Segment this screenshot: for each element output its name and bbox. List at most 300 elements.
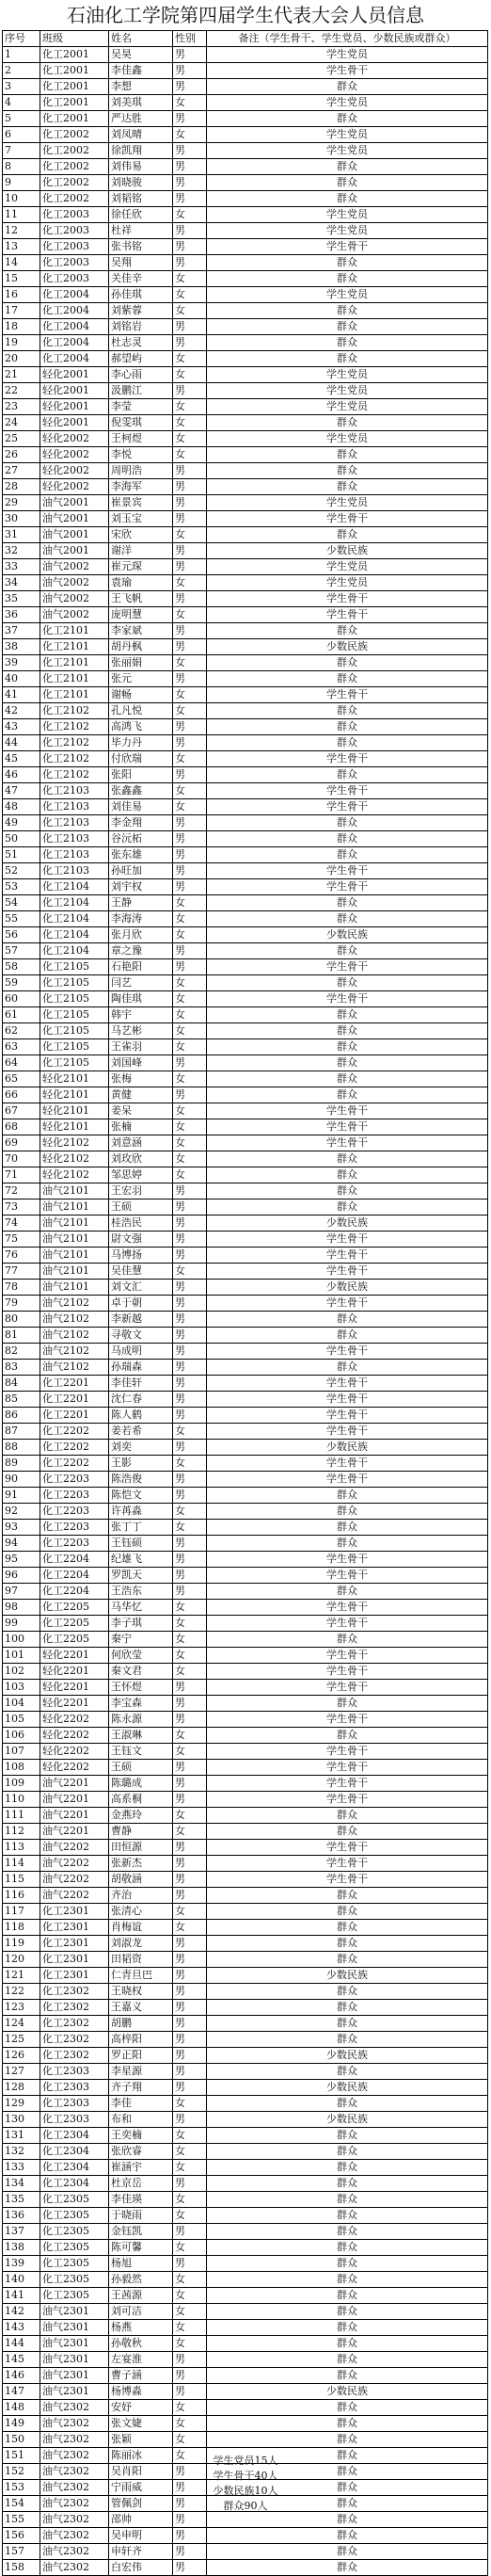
row-remark: 群众 bbox=[207, 2544, 488, 2560]
row-remark: 学生骨干 bbox=[207, 1856, 488, 1872]
row-gender: 男 bbox=[173, 1280, 207, 1296]
row-class: 轻化2001 bbox=[40, 383, 109, 399]
row-number: 38 bbox=[3, 639, 40, 655]
row-remark: 群众 bbox=[207, 2336, 488, 2352]
table-row bbox=[3, 559, 488, 575]
row-number: 90 bbox=[3, 1472, 40, 1488]
row-gender: 男 bbox=[173, 1968, 207, 1984]
row-name: 陈丽冰 bbox=[109, 2448, 173, 2464]
row-name: 张书铭 bbox=[109, 239, 173, 255]
row-remark: 学生党员 bbox=[207, 495, 488, 511]
row-class: 油气2001 bbox=[40, 511, 109, 527]
row-gender: 女 bbox=[173, 799, 207, 815]
row-class: 化工2001 bbox=[40, 111, 109, 127]
row-class: 化工2004 bbox=[40, 351, 109, 367]
row-gender: 男 bbox=[173, 1408, 207, 1424]
row-number: 39 bbox=[3, 655, 40, 671]
row-class: 化工2102 bbox=[40, 735, 109, 751]
row-class: 化工2104 bbox=[40, 911, 109, 927]
row-remark: 学生骨干 bbox=[207, 591, 488, 607]
row-number: 153 bbox=[3, 2480, 40, 2496]
row-number: 11 bbox=[3, 207, 40, 223]
row-number: 137 bbox=[3, 2224, 40, 2240]
row-gender: 男 bbox=[173, 1536, 207, 1552]
row-number: 144 bbox=[3, 2336, 40, 2352]
table-row bbox=[3, 303, 488, 319]
row-remark: 学生党员 bbox=[207, 287, 488, 303]
header-remark: 备注（学生骨干、学生党员、少数民族或群众） bbox=[207, 31, 488, 47]
table-row bbox=[3, 815, 488, 831]
row-name: 刘玉宝 bbox=[109, 511, 173, 527]
row-remark: 群众 bbox=[207, 191, 488, 207]
table-row bbox=[3, 1696, 488, 1712]
row-name: 张楠 bbox=[109, 1119, 173, 1135]
row-number: 10 bbox=[3, 191, 40, 207]
row-remark: 群众 bbox=[207, 2496, 488, 2512]
row-remark: 群众 bbox=[207, 1167, 488, 1183]
table-row bbox=[3, 1296, 488, 1312]
table-row bbox=[3, 2224, 488, 2240]
row-name: 王奕楠 bbox=[109, 2128, 173, 2144]
row-name: 李悦 bbox=[109, 447, 173, 463]
row-number: 12 bbox=[3, 223, 40, 239]
row-number: 151 bbox=[3, 2448, 40, 2464]
row-gender: 男 bbox=[173, 2256, 207, 2272]
row-gender: 女 bbox=[173, 303, 207, 319]
row-remark: 学生骨干 bbox=[207, 1135, 488, 1151]
table-row bbox=[3, 399, 488, 415]
row-class: 轻化2101 bbox=[40, 1119, 109, 1135]
table-row bbox=[3, 2336, 488, 2352]
row-number: 111 bbox=[3, 1808, 40, 1824]
row-class: 轻化2202 bbox=[40, 1760, 109, 1776]
row-number: 101 bbox=[3, 1648, 40, 1664]
row-name: 崔元琛 bbox=[109, 559, 173, 575]
row-number: 36 bbox=[3, 607, 40, 623]
row-gender: 女 bbox=[173, 2160, 207, 2176]
row-class: 油气2102 bbox=[40, 1296, 109, 1312]
row-name: 李家斌 bbox=[109, 623, 173, 639]
row-number: 60 bbox=[3, 991, 40, 1007]
table-row bbox=[3, 2032, 488, 2048]
row-class: 化工2103 bbox=[40, 799, 109, 815]
row-number: 93 bbox=[3, 1520, 40, 1536]
table-row bbox=[3, 751, 488, 767]
table-row bbox=[3, 495, 488, 511]
row-class: 化工2001 bbox=[40, 63, 109, 79]
row-gender: 男 bbox=[173, 735, 207, 751]
header-name: 姓名 bbox=[109, 31, 173, 47]
row-gender: 男 bbox=[173, 319, 207, 335]
row-number: 2 bbox=[3, 63, 40, 79]
table-row bbox=[3, 479, 488, 495]
row-number: 114 bbox=[3, 1856, 40, 1872]
row-name: 严达胜 bbox=[109, 111, 173, 127]
row-number: 56 bbox=[3, 927, 40, 943]
table-row bbox=[3, 575, 488, 591]
row-remark: 群众 bbox=[207, 911, 488, 927]
row-name: 汲鹏江 bbox=[109, 383, 173, 399]
row-name: 李海涛 bbox=[109, 911, 173, 927]
row-name: 王怀煜 bbox=[109, 1680, 173, 1696]
row-number: 40 bbox=[3, 671, 40, 687]
summary-block bbox=[0, 2454, 491, 2514]
row-gender: 男 bbox=[173, 863, 207, 879]
table-row bbox=[3, 1360, 488, 1376]
row-gender: 女 bbox=[173, 1728, 207, 1744]
row-name: 张文婕 bbox=[109, 2416, 173, 2432]
row-class: 油气2302 bbox=[40, 2464, 109, 2480]
row-remark: 群众 bbox=[207, 111, 488, 127]
row-remark: 群众 bbox=[207, 479, 488, 495]
row-number: 132 bbox=[3, 2144, 40, 2160]
row-class: 油气2202 bbox=[40, 1872, 109, 1888]
table-row bbox=[3, 287, 488, 303]
row-name: 孔凡悦 bbox=[109, 703, 173, 719]
row-gender: 男 bbox=[173, 559, 207, 575]
row-name: 张月欣 bbox=[109, 927, 173, 943]
summary-party-members: 学生党员15人 bbox=[213, 2455, 278, 2467]
row-remark: 少数民族 bbox=[207, 639, 488, 655]
row-gender: 女 bbox=[173, 2144, 207, 2160]
table-row bbox=[3, 1376, 488, 1392]
row-class: 化工2204 bbox=[40, 1568, 109, 1584]
row-number: 44 bbox=[3, 735, 40, 751]
row-number: 41 bbox=[3, 687, 40, 703]
row-gender: 男 bbox=[173, 1312, 207, 1328]
row-number: 21 bbox=[3, 367, 40, 383]
row-gender: 男 bbox=[173, 1328, 207, 1344]
row-remark: 群众 bbox=[207, 1824, 488, 1840]
row-class: 油气2001 bbox=[40, 495, 109, 511]
row-name: 张梅 bbox=[109, 1071, 173, 1087]
row-number: 62 bbox=[3, 1023, 40, 1039]
row-class: 化工2301 bbox=[40, 1936, 109, 1952]
row-remark: 学生骨干 bbox=[207, 1744, 488, 1760]
row-name: 杜京岳 bbox=[109, 2176, 173, 2192]
row-name: 刘意涵 bbox=[109, 1135, 173, 1151]
row-remark: 群众 bbox=[207, 79, 488, 95]
row-class: 化工2105 bbox=[40, 991, 109, 1007]
row-remark: 群众 bbox=[207, 1808, 488, 1824]
table-row bbox=[3, 607, 488, 623]
table-row bbox=[3, 1920, 488, 1936]
table-row bbox=[3, 319, 488, 335]
row-remark: 学生骨干 bbox=[207, 1776, 488, 1792]
row-gender: 男 bbox=[173, 223, 207, 239]
row-number: 35 bbox=[3, 591, 40, 607]
table-row bbox=[3, 863, 488, 879]
row-number: 68 bbox=[3, 1119, 40, 1135]
row-remark: 群众 bbox=[207, 1584, 488, 1600]
row-remark: 群众 bbox=[207, 415, 488, 431]
row-gender: 女 bbox=[173, 991, 207, 1007]
row-number: 16 bbox=[3, 287, 40, 303]
row-class: 油气2302 bbox=[40, 2432, 109, 2448]
row-name: 张鑫鑫 bbox=[109, 783, 173, 799]
row-name: 马成明 bbox=[109, 1344, 173, 1360]
row-remark: 群众 bbox=[207, 1087, 488, 1103]
row-remark: 少数民族 bbox=[207, 1216, 488, 1232]
row-gender: 女 bbox=[173, 1664, 207, 1680]
row-gender: 男 bbox=[173, 671, 207, 687]
row-class: 油气2102 bbox=[40, 1328, 109, 1344]
row-remark: 群众 bbox=[207, 895, 488, 911]
row-gender: 男 bbox=[173, 2064, 207, 2080]
table-row bbox=[3, 1344, 488, 1360]
row-remark: 群众 bbox=[207, 1984, 488, 2000]
row-gender: 女 bbox=[173, 2272, 207, 2288]
row-name: 邹思婷 bbox=[109, 1167, 173, 1183]
row-class: 化工2103 bbox=[40, 783, 109, 799]
row-name: 王嘉义 bbox=[109, 2000, 173, 2016]
row-number: 32 bbox=[3, 543, 40, 559]
row-class: 化工2004 bbox=[40, 319, 109, 335]
row-remark: 学生骨干 bbox=[207, 239, 488, 255]
table-row bbox=[3, 2400, 488, 2416]
row-number: 133 bbox=[3, 2160, 40, 2176]
row-number: 119 bbox=[3, 1936, 40, 1952]
row-number: 109 bbox=[3, 1776, 40, 1792]
table-row bbox=[3, 1440, 488, 1456]
row-class: 轻化2102 bbox=[40, 1167, 109, 1183]
table-row bbox=[3, 2352, 488, 2368]
row-remark: 学生骨干 bbox=[207, 751, 488, 767]
row-class: 化工2203 bbox=[40, 1472, 109, 1488]
row-number: 33 bbox=[3, 559, 40, 575]
row-name: 马华忆 bbox=[109, 1600, 173, 1616]
row-remark: 群众 bbox=[207, 735, 488, 751]
row-class: 化工2202 bbox=[40, 1440, 109, 1456]
row-gender: 男 bbox=[173, 1216, 207, 1232]
row-name: 刘可洁 bbox=[109, 2304, 173, 2320]
row-name: 左宴淮 bbox=[109, 2352, 173, 2368]
table-row bbox=[3, 1520, 488, 1536]
row-gender: 男 bbox=[173, 1055, 207, 1071]
row-remark: 群众 bbox=[207, 1936, 488, 1952]
row-number: 42 bbox=[3, 703, 40, 719]
row-number: 82 bbox=[3, 1344, 40, 1360]
row-gender: 女 bbox=[173, 1808, 207, 1824]
row-remark: 群众 bbox=[207, 1312, 488, 1328]
table-row bbox=[3, 527, 488, 543]
row-number: 149 bbox=[3, 2416, 40, 2432]
row-class: 油气2301 bbox=[40, 2304, 109, 2320]
row-class: 轻化2102 bbox=[40, 1151, 109, 1167]
row-remark: 群众 bbox=[207, 2192, 488, 2208]
row-remark: 群众 bbox=[207, 2480, 488, 2496]
row-name: 何欣莹 bbox=[109, 1648, 173, 1664]
row-class: 油气2102 bbox=[40, 1312, 109, 1328]
row-name: 姜呆 bbox=[109, 1103, 173, 1119]
row-number: 95 bbox=[3, 1552, 40, 1568]
row-class: 化工2102 bbox=[40, 751, 109, 767]
row-gender: 女 bbox=[173, 1616, 207, 1632]
row-gender: 男 bbox=[173, 159, 207, 175]
row-number: 54 bbox=[3, 895, 40, 911]
row-gender: 女 bbox=[173, 431, 207, 447]
row-class: 轻化2102 bbox=[40, 1135, 109, 1151]
row-class: 轻化2001 bbox=[40, 367, 109, 383]
row-class: 油气2302 bbox=[40, 2448, 109, 2464]
row-class: 化工2205 bbox=[40, 1616, 109, 1632]
table-row bbox=[3, 719, 488, 735]
row-name: 张颖 bbox=[109, 2432, 173, 2448]
row-remark: 群众 bbox=[207, 1488, 488, 1504]
row-remark: 学生骨干 bbox=[207, 607, 488, 623]
row-name: 崔景宾 bbox=[109, 495, 173, 511]
row-class: 油气2302 bbox=[40, 2544, 109, 2560]
row-gender: 女 bbox=[173, 1135, 207, 1151]
row-remark: 学生骨干 bbox=[207, 1600, 488, 1616]
row-name: 申轩齐 bbox=[109, 2544, 173, 2560]
row-gender: 女 bbox=[173, 687, 207, 703]
row-number: 141 bbox=[3, 2288, 40, 2304]
row-remark: 群众 bbox=[207, 975, 488, 991]
row-class: 化工2303 bbox=[40, 2064, 109, 2080]
row-class: 化工2305 bbox=[40, 2272, 109, 2288]
row-gender: 女 bbox=[173, 575, 207, 591]
row-name: 王宏羽 bbox=[109, 1183, 173, 1199]
table-row bbox=[3, 1712, 488, 1728]
table-row bbox=[3, 511, 488, 527]
row-name: 罗正阳 bbox=[109, 2048, 173, 2064]
row-name: 张阳 bbox=[109, 767, 173, 783]
row-class: 油气2101 bbox=[40, 1216, 109, 1232]
row-name: 李想 bbox=[109, 79, 173, 95]
row-gender: 女 bbox=[173, 415, 207, 431]
row-name: 卓于朝 bbox=[109, 1296, 173, 1312]
row-number: 147 bbox=[3, 2384, 40, 2400]
row-number: 28 bbox=[3, 479, 40, 495]
row-class: 化工2202 bbox=[40, 1424, 109, 1440]
row-gender: 男 bbox=[173, 1872, 207, 1888]
row-class: 油气2201 bbox=[40, 1808, 109, 1824]
row-class: 化工2301 bbox=[40, 1904, 109, 1920]
row-gender: 女 bbox=[173, 2192, 207, 2208]
row-remark: 学生骨干 bbox=[207, 1392, 488, 1408]
row-remark: 群众 bbox=[207, 2288, 488, 2304]
table-row bbox=[3, 831, 488, 847]
row-gender: 女 bbox=[173, 367, 207, 383]
row-class: 油气2302 bbox=[40, 2480, 109, 2496]
table-row bbox=[3, 447, 488, 463]
row-name: 吴佳慧 bbox=[109, 1264, 173, 1280]
table-row bbox=[3, 223, 488, 239]
row-remark: 学生骨干 bbox=[207, 1456, 488, 1472]
row-class: 化工2301 bbox=[40, 1952, 109, 1968]
row-gender: 男 bbox=[173, 2528, 207, 2544]
row-number: 45 bbox=[3, 751, 40, 767]
row-gender: 女 bbox=[173, 2448, 207, 2464]
row-gender: 女 bbox=[173, 2096, 207, 2112]
row-name: 李佳鑫 bbox=[109, 63, 173, 79]
table-row bbox=[3, 1616, 488, 1632]
row-gender: 男 bbox=[173, 2368, 207, 2384]
table-row bbox=[3, 655, 488, 671]
row-class: 化工2302 bbox=[40, 2048, 109, 2064]
row-number: 74 bbox=[3, 1216, 40, 1232]
row-number: 113 bbox=[3, 1840, 40, 1856]
row-class: 油气2102 bbox=[40, 1344, 109, 1360]
row-class: 油气2302 bbox=[40, 2400, 109, 2416]
row-class: 油气2101 bbox=[40, 1264, 109, 1280]
row-class: 化工2203 bbox=[40, 1488, 109, 1504]
row-gender: 女 bbox=[173, 1824, 207, 1840]
row-name: 黄健 bbox=[109, 1087, 173, 1103]
row-name: 刘晓骏 bbox=[109, 175, 173, 191]
table-row bbox=[3, 2256, 488, 2272]
row-remark: 学生党员 bbox=[207, 399, 488, 415]
row-class: 化工2305 bbox=[40, 2192, 109, 2208]
row-gender: 男 bbox=[173, 2496, 207, 2512]
row-gender: 男 bbox=[173, 47, 207, 63]
row-name: 杨旭 bbox=[109, 2256, 173, 2272]
row-gender: 女 bbox=[173, 2400, 207, 2416]
row-class: 化工2002 bbox=[40, 143, 109, 159]
row-name: 付欣瑞 bbox=[109, 751, 173, 767]
row-number: 148 bbox=[3, 2400, 40, 2416]
row-gender: 女 bbox=[173, 1023, 207, 1039]
row-class: 轻化2002 bbox=[40, 431, 109, 447]
table-row bbox=[3, 1968, 488, 1984]
row-name: 张丽娟 bbox=[109, 655, 173, 671]
table-row bbox=[3, 1792, 488, 1808]
row-name: 刘紫蓉 bbox=[109, 303, 173, 319]
table-row bbox=[3, 2288, 488, 2304]
row-class: 化工2305 bbox=[40, 2288, 109, 2304]
row-remark: 学生党员 bbox=[207, 559, 488, 575]
row-class: 化工2103 bbox=[40, 831, 109, 847]
table-row bbox=[3, 2048, 488, 2064]
row-gender: 女 bbox=[173, 447, 207, 463]
row-class: 油气2101 bbox=[40, 1232, 109, 1248]
table-row bbox=[3, 2128, 488, 2144]
row-gender: 女 bbox=[173, 527, 207, 543]
row-name: 关佳辛 bbox=[109, 271, 173, 287]
row-class: 化工2003 bbox=[40, 207, 109, 223]
row-number: 37 bbox=[3, 623, 40, 639]
row-gender: 女 bbox=[173, 207, 207, 223]
row-name: 韩宇 bbox=[109, 1007, 173, 1023]
row-gender: 男 bbox=[173, 1712, 207, 1728]
row-name: 沈仁春 bbox=[109, 1392, 173, 1408]
row-remark: 群众 bbox=[207, 2528, 488, 2544]
row-gender: 女 bbox=[173, 2288, 207, 2304]
row-name: 吴昊 bbox=[109, 47, 173, 63]
row-name: 马艺彬 bbox=[109, 1023, 173, 1039]
table-row bbox=[3, 783, 488, 799]
row-name: 马博扬 bbox=[109, 1248, 173, 1264]
row-remark: 群众 bbox=[207, 719, 488, 735]
row-gender: 女 bbox=[173, 1039, 207, 1055]
row-name: 李子琪 bbox=[109, 1616, 173, 1632]
table-row bbox=[3, 239, 488, 255]
table-row bbox=[3, 2112, 488, 2128]
row-remark: 学生骨干 bbox=[207, 1296, 488, 1312]
row-name: 李心雨 bbox=[109, 367, 173, 383]
row-name: 刘韬铭 bbox=[109, 191, 173, 207]
row-name: 刘国峰 bbox=[109, 1055, 173, 1071]
row-gender: 女 bbox=[173, 975, 207, 991]
row-class: 轻化2101 bbox=[40, 1087, 109, 1103]
row-gender: 男 bbox=[173, 1568, 207, 1584]
table-row bbox=[3, 1488, 488, 1504]
row-class: 轻化2201 bbox=[40, 1648, 109, 1664]
row-number: 31 bbox=[3, 527, 40, 543]
row-gender: 男 bbox=[173, 2384, 207, 2400]
row-remark: 学生骨干 bbox=[207, 1103, 488, 1119]
